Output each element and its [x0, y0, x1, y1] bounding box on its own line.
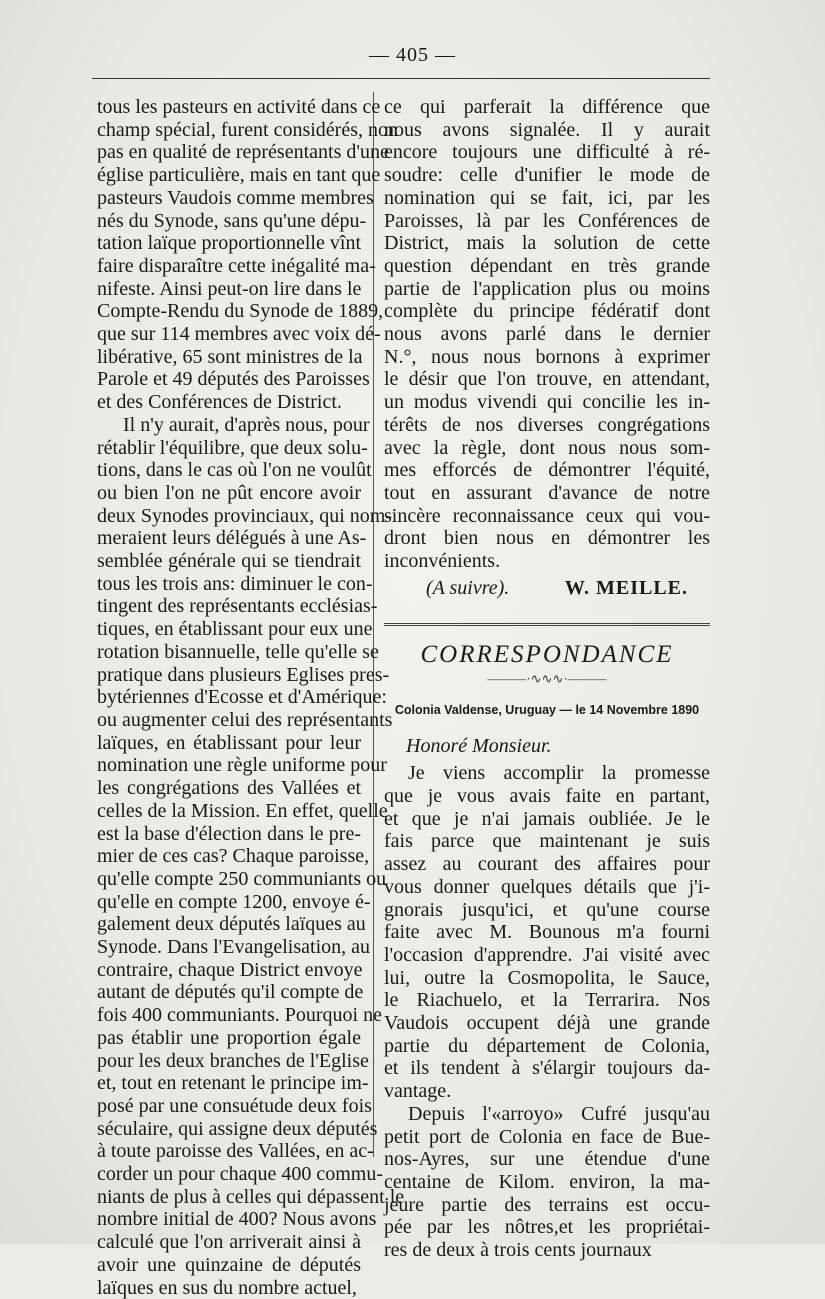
text-line: tous les trois ans: diminuer le con-: [97, 572, 373, 595]
text-line: est la base d'élection dans le pre-: [97, 822, 361, 845]
text-line: calculé que l'on arriverait ainsi à: [97, 1231, 361, 1254]
paragraph: [384, 1103, 710, 1262]
text-line: tous les pasteurs en activité dans ce: [97, 96, 381, 118]
section-separator: [384, 623, 710, 626]
text-line: corder un pour chaque 400 commu-: [97, 1163, 384, 1186]
text-line: meraient leurs délégués à une As-: [97, 527, 367, 550]
text-line: champ spécial, furent considérés, non: [97, 118, 399, 141]
text-line: posé par une consuétude deux fois: [97, 1094, 372, 1117]
text-line: libérative, 65 sont ministres de la: [97, 345, 363, 368]
text-line: bytériennes d'Ecosse et d'Amérique:: [97, 686, 387, 709]
article-continuation: [384, 96, 710, 573]
text-line: Compte-Rendu du Synode de 1889,: [97, 300, 384, 323]
text-line: pasteurs Vaudois comme membres: [97, 186, 374, 209]
text-line: vantage.: [384, 1080, 452, 1103]
text-line: gnorais jusqu'ici, et qu'une course: [384, 898, 710, 921]
article-signoff: [384, 577, 710, 600]
text-line: nombre initial de 400? Nous avons: [97, 1208, 377, 1231]
to-be-continued: (A suivre).: [426, 576, 510, 599]
text-line: pour les deux branches de l'Eglise: [97, 1049, 369, 1072]
left-column: [97, 96, 405, 1299]
text-line: sincère reconnaissance ceux qui vou-: [384, 504, 710, 527]
paragraph: [384, 762, 710, 1103]
text-line: jeure partie des terrains est occu-: [384, 1193, 710, 1216]
text-line: mier de ces cas? Chaque paroisse,: [97, 845, 370, 868]
text-line: qu'elle en compte 1200, envoye é-: [97, 890, 371, 913]
text-line: nomination une règle uniforme pour: [97, 754, 387, 777]
text-line: tout en assurant d'avance de notre: [384, 481, 710, 504]
text-line: un modus vivendi qui concilie les in-: [384, 391, 710, 414]
text-line: église particulière, mais en tant que: [97, 164, 381, 187]
text-line: et que je n'ai jamais oubliée. Je le: [384, 807, 710, 830]
text-line: nous avons signalée. Il y aurait: [384, 118, 710, 141]
text-line: partie du département de Colonia,: [384, 1034, 710, 1057]
text-line: Synode. Dans l'Evangelisation, au: [97, 936, 370, 959]
letter-body: [384, 762, 710, 1261]
text-line: autant de députés qu'il compte de: [97, 981, 364, 1004]
text-line: le désir que l'on trouve, en attendant,: [384, 368, 710, 391]
text-line: res de deux à trois cents journaux: [384, 1239, 652, 1262]
text-line: soudre: celle d'unifier le mode de: [384, 164, 710, 187]
text-line: nifeste. Ainsi peut-on lire dans le: [97, 277, 362, 300]
text-line: Il n'y aurait, d'après nous, pour: [123, 413, 370, 436]
text-line: avec la règle, dont nous nous som-: [384, 436, 710, 459]
text-line: District, mais la solution de cette: [384, 232, 710, 255]
text-line: nos-Ayres, sur une étendue d'une: [384, 1148, 710, 1171]
text-line: à toute paroisse des Vallées, en ac-: [97, 1140, 374, 1163]
text-line: celles de la Mission. En effet, quelle: [97, 799, 388, 822]
text-line: nés du Synode, sans qu'une dépu-: [97, 209, 367, 232]
text-line: pas établir une proportion égale: [97, 1026, 361, 1049]
text-line: semblée générale qui se tiendrait: [97, 550, 361, 573]
text-line: tingent des représentants ecclésias-: [97, 595, 378, 618]
column-divider: [373, 92, 374, 1157]
author-signature: W. MEILLE.: [564, 576, 688, 599]
text-line: centaine de Kilom. environ, la ma-: [384, 1170, 710, 1193]
header-rule: [92, 78, 710, 79]
text-line: tation laïque proportionnelle vînt: [97, 232, 361, 255]
text-line: question dépendant en très grande: [384, 254, 710, 277]
text-line: Je viens accomplir la promesse: [408, 762, 710, 785]
text-line: galement deux députés laïques au: [97, 913, 366, 936]
text-line: contraire, chaque District envoye: [97, 958, 363, 981]
text-line: lui, outre la Cosmopolita, le Sauce,: [384, 966, 710, 989]
text-line: et, tout en retenant le principe im-: [97, 1072, 369, 1095]
text-line: mes efforcés de démontrer l'équité,: [384, 459, 710, 482]
text-line: rotation bisannuelle, telle qu'elle se: [97, 640, 379, 663]
letter-salutation: Honoré Monsieur.: [406, 734, 552, 757]
text-line: que sur 114 membres avec voix dé-: [97, 323, 381, 346]
text-line: laïques en sus du nombre actuel,: [97, 1276, 357, 1299]
text-line: faite avec M. Bounous m'a fourni: [384, 921, 710, 944]
text-line: rétablir l'équilibre, que deux solu-: [97, 436, 368, 459]
paragraph: [97, 96, 399, 414]
text-line: fois 400 communiants. Pourquoi ne: [97, 1004, 382, 1027]
text-line: faire disparaître cette inégalité ma-: [97, 254, 376, 277]
text-line: niants de plus à celles qui dépassent le: [97, 1185, 405, 1208]
text-line: avoir une quinzaine de députés: [97, 1253, 361, 1276]
right-column: [384, 96, 710, 1262]
text-line: le Riachuelo, et la Terrarira. Nos: [384, 989, 710, 1012]
text-line: encore toujours une difficulté à ré-: [384, 141, 710, 164]
text-line: Depuis l'«arroyo» Cufré jusqu'au: [408, 1102, 710, 1125]
text-line: les congrégations des Vallées et: [97, 777, 361, 800]
text-line: nomination qui se fait, ici, par les: [384, 186, 710, 209]
page-number: — 405 —: [369, 44, 456, 66]
text-line: pée par les nôtres,et les propriétai-: [384, 1216, 710, 1239]
text-line: et des Conférences de District.: [97, 391, 342, 414]
text-line: Paroisses, là par les Conférences de: [384, 209, 710, 232]
text-line: tiques, en établissant pour eux une: [97, 618, 373, 641]
text-line: complète du principe fédératif dont: [384, 300, 710, 323]
text-line: pas en qualité de représentants d'une: [97, 141, 389, 164]
section-title: CORRESPONDANCE: [420, 641, 674, 669]
text-line: deux Synodes provinciaux, qui nom-: [97, 504, 392, 527]
text-line: assez au courant des affaires pour: [384, 853, 710, 876]
text-line: laïques, en établissant pour leur: [97, 731, 361, 754]
paragraph: [97, 413, 405, 1299]
title-ornament: ———·∿∿∿·———: [487, 671, 607, 687]
text-line: tions, dans le cas où l'on ne voulût: [97, 459, 372, 482]
text-line: ce qui parferait la différence que: [384, 96, 710, 118]
text-line: ou bien l'on ne pût encore avoir: [97, 481, 361, 504]
text-line: partie de l'application plus ou moins: [384, 277, 710, 300]
text-line: vous donner quelques détails que j'i-: [384, 875, 710, 898]
text-line: ou augmenter celui des représentants: [97, 708, 393, 731]
text-line: inconvénients.: [384, 550, 501, 573]
text-line: et ils tendent à s'élargir toujours da-: [384, 1057, 710, 1080]
text-line: térêts de nos diverses congrégations: [384, 413, 710, 436]
text-line: séculaire, qui assigne deux députés: [97, 1117, 378, 1140]
text-line: qu'elle compte 250 communiants ou: [97, 867, 387, 890]
text-line: petit port de Colonia en face de Bue-: [384, 1125, 710, 1148]
text-line: pratique dans plusieurs Eglises pres-: [97, 663, 390, 686]
text-line: nous avons parlé dans le dernier: [384, 323, 710, 346]
text-line: N.°, nous nous bornons à exprimer: [384, 345, 710, 368]
text-line: dront bien nous en démontrer les: [384, 527, 710, 550]
text-line: l'occasion d'apprendre. J'ai visité avec: [384, 943, 710, 966]
text-line: Vaudois occupent déjà une grande: [384, 1012, 710, 1035]
letter-dateline: Colonia Valdense, Uruguay — le 14 Novembre 1890: [394, 702, 700, 717]
text-line: que je vous avais faite en partant,: [384, 784, 710, 807]
text-line: Parole et 49 députés des Paroisses: [97, 368, 370, 391]
text-line: fais parce que maintenant je suis: [384, 830, 710, 853]
